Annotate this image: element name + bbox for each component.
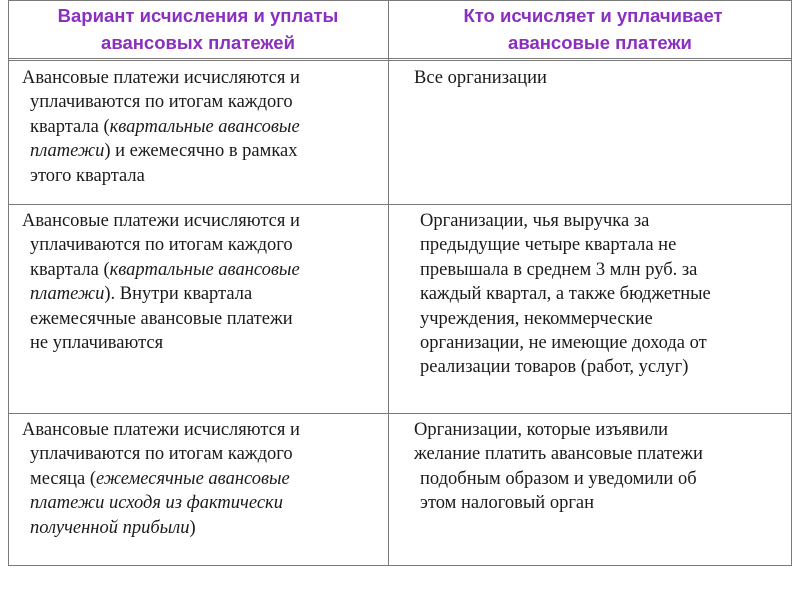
row1-who-cell: [414, 66, 547, 90]
text-line: подобным образом и уведомили об: [420, 468, 697, 489]
row-divider-2: [8, 413, 792, 414]
text-line: уплачиваются по итогам каждого: [30, 92, 293, 113]
text-line: Авансовые платежи исчисляются и: [22, 420, 300, 440]
text-line: ежемесячные авансовые платежи: [30, 308, 293, 329]
text-line: Все организации: [414, 68, 547, 88]
row3-who-cell: [414, 418, 703, 516]
text-line: превышала в среднем 3 млн руб. за: [420, 259, 698, 280]
text-line: Организации, чья выручка за: [420, 211, 650, 231]
text-line: Авансовые платежи исчисляются и: [22, 68, 300, 88]
header-variant-line2: авансовых платежей: [101, 32, 295, 53]
text-line: этом налоговый орган: [420, 493, 595, 514]
row1-variant-cell: [22, 66, 300, 188]
table-border-left: [8, 0, 9, 566]
text-line: не уплачиваются: [30, 333, 164, 354]
text-line: квартала (: [30, 116, 110, 137]
text-line: месяца (: [30, 468, 96, 489]
header-cell-who: [389, 2, 791, 60]
italic-term: ежемесячные авансовые: [96, 468, 290, 489]
text-line: учреждения, некоммерческие: [420, 308, 653, 329]
table-border-bottom: [8, 565, 792, 566]
italic-term: полученной прибыли: [30, 517, 190, 538]
italic-term: платежи исходя из фактически: [30, 493, 283, 514]
text-line: Организации, которые изъявили: [414, 420, 669, 440]
row-divider-1: [8, 204, 792, 205]
text-line: ) и ежемесячно в рамках: [104, 141, 298, 162]
text-line: уплачиваются по итогам каждого: [30, 235, 293, 256]
italic-term: платежи: [30, 141, 105, 162]
data-table: [8, 0, 792, 566]
row3-variant-cell: [22, 418, 300, 540]
italic-term: квартальные авансовые: [109, 116, 300, 137]
header-cell-variant: [8, 2, 388, 60]
text-line: квартала (: [30, 259, 110, 280]
text-line: желание платить авансовые платежи: [414, 444, 703, 465]
text-line: уплачиваются по итогам каждого: [30, 444, 293, 465]
row2-who-cell: [420, 209, 711, 380]
header-divider-double: [8, 60, 792, 61]
text-line: реализации товаров (работ, услуг): [420, 357, 689, 378]
text-line: Авансовые платежи исчисляются и: [22, 211, 300, 231]
column-divider: [388, 0, 389, 566]
header-variant-line1: Вариант исчисления и уплаты: [57, 5, 339, 26]
text-line: предыдущие четыре квартала не: [420, 235, 677, 256]
text-line: организации, не имеющие дохода от: [420, 333, 707, 354]
italic-term: платежи: [30, 284, 105, 305]
table-border-top: [8, 0, 792, 1]
header-who-line2: авансовые платежи: [508, 32, 692, 53]
text-line: ). Внутри квартала: [104, 284, 253, 305]
row2-variant-cell: [22, 209, 300, 355]
text-line: этого квартала: [30, 165, 145, 186]
header-who-line1: Кто исчисляет и уплачивает: [463, 5, 723, 26]
table-border-right: [791, 0, 792, 566]
italic-term: квартальные авансовые: [109, 259, 300, 280]
text-line: каждый квартал, а также бюджетные: [420, 284, 711, 305]
text-line: ): [189, 517, 196, 538]
